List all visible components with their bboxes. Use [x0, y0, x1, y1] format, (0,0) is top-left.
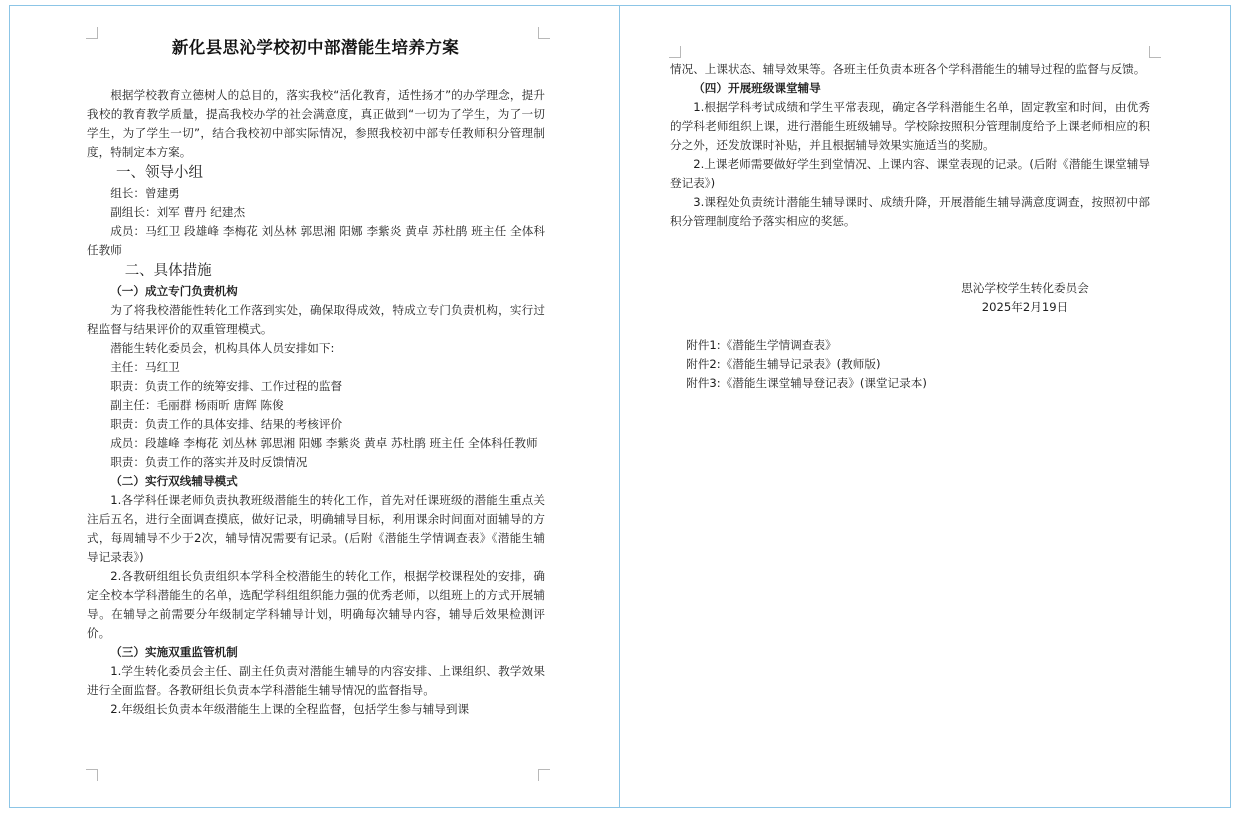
attachment-3: 附件3:《潜能生课堂辅导登记表》(课堂记录本) [686, 376, 927, 390]
subsection-2-paragraph-1: 1.各学科任课老师负责执教班级潜能生的转化工作，首先对任课班级的潜能生重点关注后五名，进行全面调查摸底，做好记录，明确辅导目标，利用课余时间面对面辅导的方式，每周辅导不少于2次，辅导情况需要有记录。(后附《潜能生学情调查表》《潜能生辅导记录表》) [87, 493, 545, 564]
committee-members-line: 成员：段雄峰 李梅花 刘丛林 郭思湘 阳娜 李紫炎 黄卓 苏杜鹃 班主任 全体科任教师 [110, 436, 538, 450]
crop-mark-top-left [669, 46, 681, 58]
subsection-2-paragraph-2: 2.各教研组组长负责组织本学科全校潜能生的转化工作，根据学校课程处的安排，确定全校本学科潜能生的名单，选配学科组组织能力强的优秀老师，以组班上的方式开展辅导。在辅导之前需要分年级制定学科辅导计划，明确每次辅导内容，辅导后效果检测评价。 [87, 569, 545, 640]
director-duty-line: 职责：负责工作的统筹安排、工作过程的监督 [110, 379, 343, 393]
intro-paragraph: 根据学校教育立德树人的总目的，落实我校“活化教育，适性扬才”的办学理念，提升我校的教育教学质量，提高我校办学的社会满意度，真正做到“一切为了学生，为了一切学生，为了学生一切”，结合我校初中部实际情况，参照我校初中部专任教师积分管理制度，特制定本方案。 [87, 88, 545, 159]
members-line: 成员：马红卫 段雄峰 李梅花 刘丛林 郭思湘 阳娜 李紫炎 黄卓 苏杜鹃 班主任 全体科任教师 [87, 224, 545, 257]
attachment-1: 附件1:《潜能生学情调查表》 [686, 338, 837, 352]
crop-mark-bottom-right [538, 769, 550, 781]
page-2-body [670, 60, 1150, 393]
signature-organization: 思沁学校学生转化委员会 [961, 281, 1089, 295]
crop-mark-bottom-left [86, 769, 98, 781]
committee-intro: 潜能生转化委员会，机构具体人员安排如下: [110, 341, 335, 355]
section-heading-leadership: 一、领导小组 [116, 165, 203, 181]
leader-line: 组长：曾建勇 [110, 186, 180, 200]
subsection-3-paragraph-2-end: 情况、上课状态、辅导效果等。各班主任负责本班各个学科潜能生的辅导过程的监督与反馈。 [670, 62, 1146, 76]
vice-leader-line: 副组长：刘军 曹丹 纪建杰 [110, 205, 246, 219]
crop-mark-top-right [1149, 46, 1161, 58]
page-2 [619, 5, 1231, 808]
section-heading-measures: 二、具体措施 [124, 263, 212, 279]
committee-members-duty-line: 职责：负责工作的落实并及时反馈情况 [110, 455, 308, 469]
subsection-heading-1: （一）成立专门负责机构 [110, 284, 238, 298]
subsection-heading-2: （二）实行双线辅导模式 [110, 474, 238, 488]
signature-date: 2025年2月19日 [981, 300, 1069, 314]
subsection-4-paragraph-3: 3.课程处负责统计潜能生辅导课时、成绩升降，开展潜能生辅导满意度调查，按照初中部积分管理制度给予落实相应的奖惩。 [670, 195, 1150, 228]
subsection-1-paragraph: 为了将我校潜能性转化工作落到实处，确保取得成效，特成立专门负责机构，实行过程监督与结果评价的双重管理模式。 [87, 303, 545, 336]
subsection-4-paragraph-2: 2.上课老师需要做好学生到堂情况、上课内容、课堂表现的记录。(后附《潜能生课堂辅导登记表》) [670, 157, 1150, 190]
vice-director-line: 副主任：毛丽群 杨雨昕 唐辉 陈俊 [110, 398, 284, 412]
attachment-2: 附件2:《潜能生辅导记录表》(教师版) [686, 357, 881, 371]
vice-director-duty-line: 职责：负责工作的具体安排、结果的考核评价 [110, 417, 343, 431]
subsection-heading-3: （三）实施双重监管机制 [110, 645, 238, 659]
director-line: 主任：马红卫 [110, 360, 180, 374]
page-1 [9, 5, 620, 808]
page-1-body [87, 86, 545, 719]
subsection-heading-4: （四）开展班级课堂辅导 [693, 81, 821, 95]
document-title: 新化县思沁学校初中部潜能生培养方案 [171, 38, 460, 57]
subsection-3-paragraph-2-start: 2.年级组长负责本年级潜能生上课的全程监督，包括学生参与辅导到课 [110, 702, 470, 716]
subsection-3-paragraph-1: 1.学生转化委员会主任、副主任负责对潜能生辅导的内容安排、上课组织、教学效果进行全面监督。各教研组长负责本学科潜能生辅导情况的监督指导。 [87, 664, 545, 697]
subsection-4-paragraph-1: 1.根据学科考试成绩和学生平常表现，确定各学科潜能生名单，固定教室和时间，由优秀的学科老师组织上课，进行潜能生班级辅导。学校除按照积分管理制度给予上课老师相应的积分之外，还发放课时补贴，并且根据辅导效果实施适当的奖励。 [670, 100, 1150, 152]
